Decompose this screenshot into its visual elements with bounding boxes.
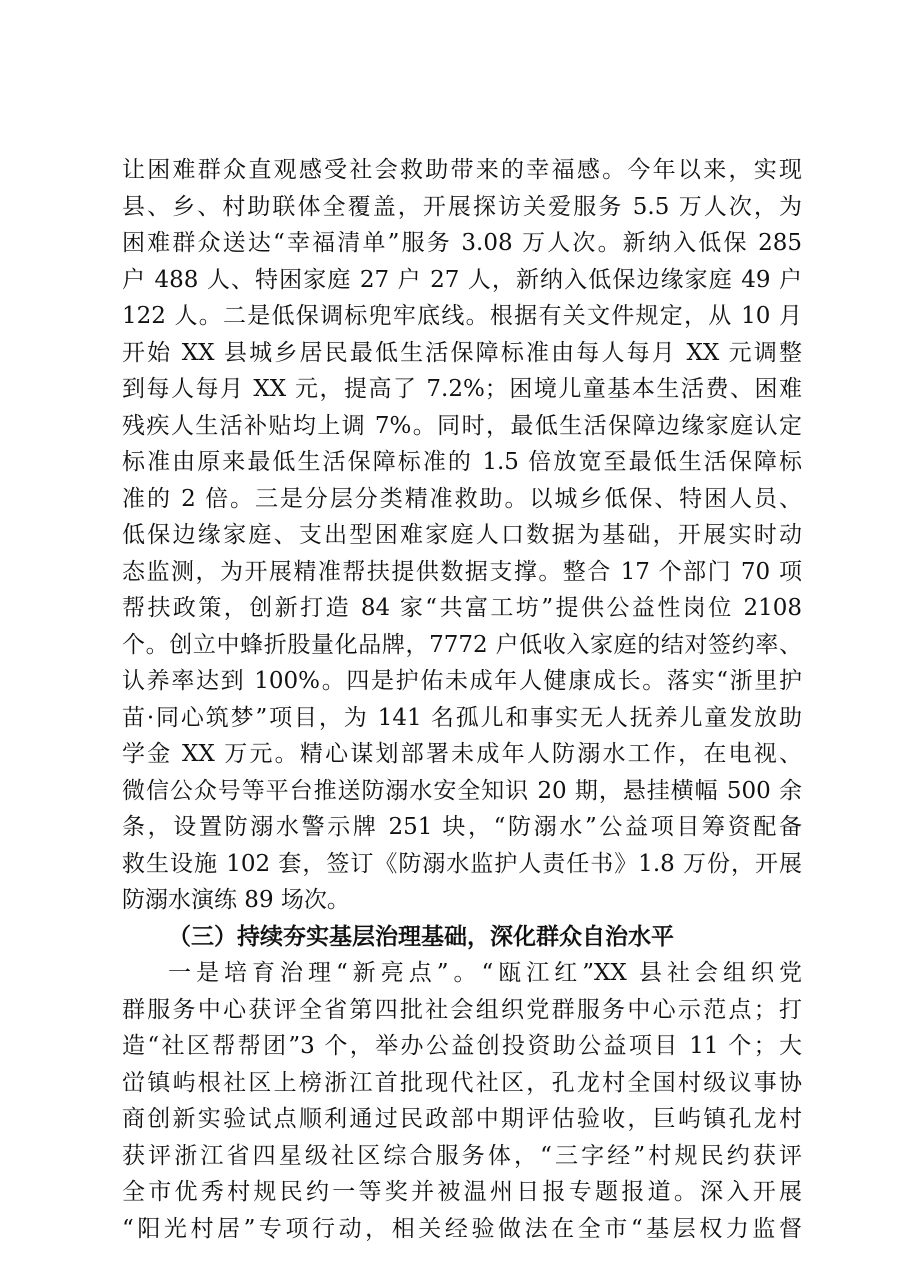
section-line-7: 全市优秀村规民约一等奖并被温州日报专题报道。深入开展 — [122, 1179, 802, 1205]
paragraph-line-15: 认养率达到 100%。四是护佑未成年人健康成长。落实“浙里护 — [122, 668, 802, 694]
paragraph-line-14: 个。创立中蜂折股量化品牌，7772 户低收入家庭的结对签约率、 — [122, 631, 802, 658]
paragraph-line-3: 困难群众送达“幸福清单”服务 3.08 万人次。新纳入低保 285 — [122, 230, 802, 256]
section-line-4: 峃镇屿根社区上榜浙江首批现代社区，孔龙村全国村级议事协 — [122, 1069, 802, 1096]
paragraph-line-6: 开始 XX 县城乡居民最低生活保障标准由每人每月 XX 元调整 — [122, 339, 802, 366]
paragraph-line-16: 苗·同心筑梦”项目，为 141 名孤儿和事实无人抚养儿童发放助 — [122, 704, 802, 731]
section-line-8: “阳光村居”专项行动，相关经验做法在全市“基层权力监督 — [122, 1215, 802, 1242]
section-heading: （三）持续夯实基层治理基础，深化群众自治水平 — [168, 922, 674, 950]
paragraph-line-11: 低保边缘家庭、支出型困难家庭人口数据为基础，开展实时动 — [122, 522, 802, 548]
section-line-2: 群服务中心获评全省第四批社会组织党群服务中心示范点；打 — [122, 996, 802, 1023]
paragraph-line-12: 态监测，为开展精准帮扶提供数据支撑。整合 17 个部门 70 项 — [122, 558, 802, 585]
paragraph-line-19: 条，设置防溺水警示牌 251 块，“防溺水”公益项目筹资配备 — [122, 814, 802, 840]
paragraph-line-9: 标准由原来最低生活保障标准的 1.5 倍放宽至最低生活保障标 — [122, 449, 802, 475]
paragraph-line-7: 到每人每月 XX 元，提高了 7.2%；困境儿童基本生活费、困难 — [122, 376, 802, 402]
paragraph-line-2: 县、乡、村助联体全覆盖，开展探访关爱服务 5.5 万人次，为 — [122, 193, 802, 220]
paragraph-line-5: 122 人。二是低保调标兜牢底线。根据有关文件规定，从 10 月 — [122, 303, 802, 329]
paragraph-line-8: 残疾人生活补贴均上调 7%。同时，最低生活保障边缘家庭认定 — [122, 412, 802, 439]
paragraph-line-21: 防溺水演练 89 场次。 — [122, 887, 350, 913]
section-line-5: 商创新实验试点顺利通过民政部中期评估验收，巨屿镇孔龙村 — [122, 1106, 802, 1132]
paragraph-line-18: 微信公众号等平台推送防溺水安全知识 20 期，悬挂横幅 500 余 — [122, 777, 802, 804]
document-body — [122, 152, 802, 1247]
section-line-1: 一是培育治理“新亮点”。“瓯江红”XX 县社会组织党 — [168, 960, 802, 986]
section-line-6: 获评浙江省四星级社区综合服务体，“三字经”村规民约获评 — [122, 1142, 802, 1169]
section-line-3: 造“社区帮帮团”3 个，举办公益创投资助公益项目 11 个；大 — [122, 1033, 802, 1059]
paragraph-line-17: 学金 XX 万元。精心谋划部署未成年人防溺水工作，在电视、 — [122, 741, 802, 767]
paragraph-line-1: 让困难群众直观感受社会救助带来的幸福感。今年以来，实现 — [122, 157, 802, 183]
paragraph-line-20: 救生设施 102 套，签订《防溺水监护人责任书》1.8 万份，开展 — [122, 850, 802, 877]
paragraph-line-10: 准的 2 倍。三是分层分类精准救助。以城乡低保、特困人员、 — [122, 485, 802, 512]
paragraph-line-4: 户 488 人、特困家庭 27 户 27 人，新纳入低保边缘家庭 49 户 — [122, 266, 802, 293]
paragraph-line-13: 帮扶政策，创新打造 84 家“共富工坊”提供公益性岗位 2108 — [122, 595, 802, 621]
